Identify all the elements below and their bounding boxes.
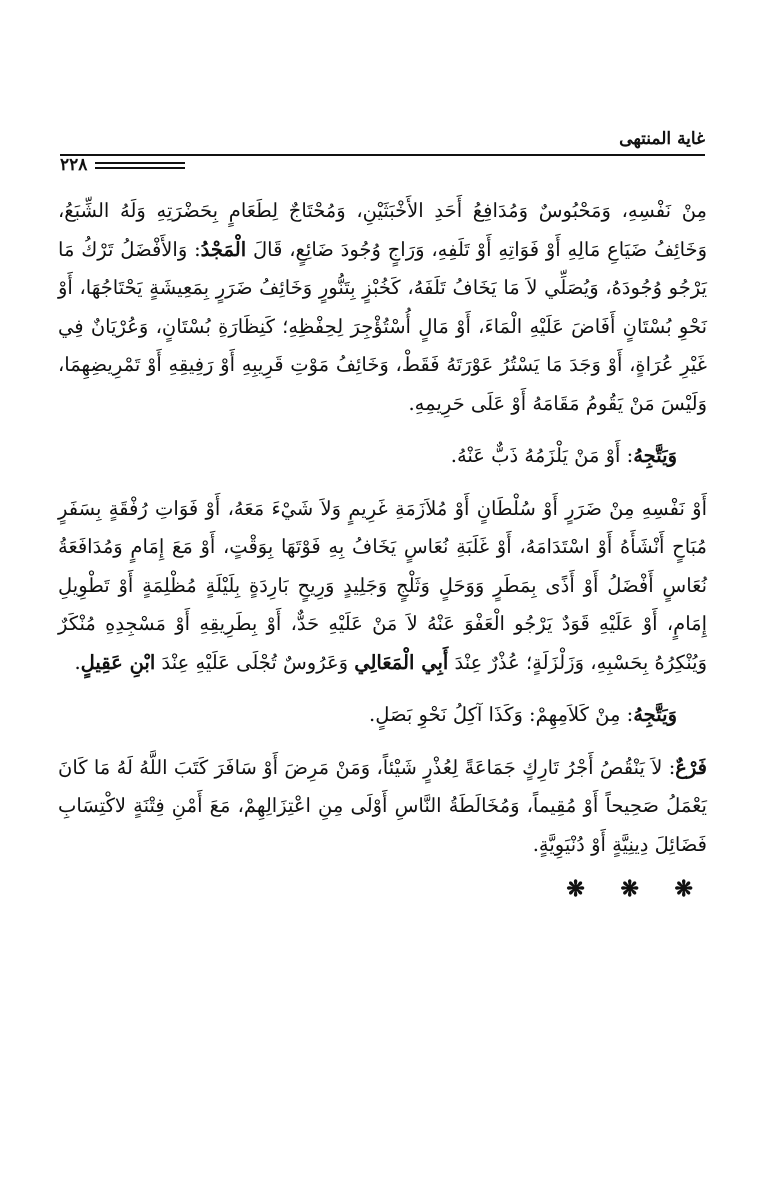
paragraph-4 (58, 696, 707, 735)
paragraph-1 (58, 192, 707, 423)
paragraph-gap (58, 423, 707, 437)
paragraph-5 (58, 749, 707, 865)
paragraph-2-rest: : أَوْ مَنْ يَلْزَمُهُ ذَبٌّ عَنْهُ. (450, 444, 634, 467)
scholar-name-abu-al-maali: أَبِي الْمَعَالِي (354, 650, 449, 674)
running-title: غاية المنتهى (619, 129, 705, 149)
scholar-name-majd: الْمَجْدُ (200, 237, 247, 261)
page-number: ٢٢٨ (60, 155, 88, 175)
page-header (60, 128, 705, 175)
paragraph-gap (58, 682, 707, 696)
paragraph-2 (58, 437, 707, 476)
paragraph-1-rest: : وَالأَفْضَلُ تَرْكُ مَا يَرْجُو وُجُودَهُ، وَيُصَلِّي لاَ مَا يَخَافُ تَلَفَهُ، كَخُبْزٍ بِتَنُّورٍ وَخَائِفُ ضَرَرٍ بِمَعِيشَةٍ يَحْتَاجُهَا، أَوْ نَحْوِ بُسْتَانٍ أَفَاضَ عَلَيْهِ الْمَاءَ، أَوْ مَالٍ أُسْتُؤْجِرَ لِحِفْظِهِ؛ كَنِظَارَةِ بُسْتَانٍ، وَعُرْيَانٌ فِي غَيْرِ عُرَاةٍ، أَوْ وَجَدَ مَا يَسْتُرُ عَوْرَتَهُ فَقَطْ، وَخَائِفُ مَوْتِ قَرِيبِهِ أَوْ رَفِيقِهِ أَوْ تَمْرِيضِهِمَا، وَلَيْسَ مَنْ يَقُومُ مَقَامَهُ أَوْ عَلَى حَرِيمِهِ. (58, 237, 707, 415)
paragraph-3-end: . (74, 650, 81, 674)
paragraph-1-text: مِنْ نَفْسِهِ، وَمَحْبُوسٌ وَمُدَافِعُ أَحَدِ الأَخْبَثَيْنِ، وَمُحْتَاجٌ لِطَعَامٍ بِحَضْرَتِهِ وَلَهُ الشِّبَعُ، وَخَائِفُ ضَيَاعِ مَالِهِ أَوْ فَوَاتِهِ أَوْ تَلَفِهِ، وَرَاجٍ وُجُودَ ضَائِعٍ، (58, 199, 708, 261)
page-number-row (60, 156, 185, 174)
paragraph-4-rest: : مِنْ كَلاَمِهِمْ: وَكَذَا آكِلُ نَحْوِ بَصَلٍ. (369, 703, 634, 726)
paragraph-3 (58, 490, 707, 683)
paragraph-gap (58, 735, 707, 749)
yattajih-lead: وَيَتَّجِهُ (633, 703, 677, 726)
rule-line (95, 167, 185, 169)
section-end-stars: ❋ ❋ ❋ (566, 876, 707, 902)
paragraph-3-text: أَوْ نَفْسِهِ مِنْ ضَرَرٍ أَوْ سُلْطَانٍ أَوْ مُلاَزَمَةِ غَرِيمٍ وَلاَ شَيْءَ مَعَهُ، أَوْ فَوَاتِ رُفْقَةٍ بِسَفَرٍ مُبَاحٍ أَنْشَأَهُ أَوْ اسْتَدَامَهُ، أَوْ غَلَبَةِ نُعَاسٍ يَخَافُ بِهِ فَوْتَهَا بِوَقْتٍ، أَوْ مَعَ إِمَامٍ وَمُدَافَعَةُ نُعَاسٍ أَفْضَلُ أَوْ أَذًى بِمَطَرٍ وَوَحَلٍ وَثَلْجٍ وَجَلِيدٍ وَرِيحٍ بَارِدَةٍ بِلَيْلَةٍ مُظْلِمَةٍ أَوْ تَطْوِيلِ إِمَامٍ، أَوْ عَلَيْهِ قَوَدٌ يَرْجُو الْعَفْوَ عَنْهُ لاَ مَنْ عَلَيْهِ حَدٌّ، أَوْ بِطَرِيقِهِ أَوْ مَسْجِدِهِ مُنْكَرٌ وَيُنْكِرُهُ بِحَسْبِهِ، وَزَلْزَلَةٍ؛ عُذْرٌ عِنْدَ (58, 496, 707, 674)
yattajih-lead: وَيَتَّجِهُ (633, 444, 677, 467)
rule-line (95, 162, 185, 164)
body-text (58, 192, 707, 909)
paragraph-1-said: قَالَ (252, 237, 283, 261)
paragraph-5-rest: : لاَ يَنْقُصُ أَجْرُ تَارِكٍ جَمَاعَةً لِعُذْرٍ شَيْئاً، وَمَنْ مَرِضَ أَوْ سَافَرَ كَتَبَ اللَّهُ لَهُ مَا كَانَ يَعْمَلُ صَحِيحاً أَوْ مُقِيماً، وَمُخَالَطَةُ النَّاسِ أَوْلَى مِنِ اعْتِزَالِهِمْ، مَعَ أَمْنِ فِتْنَةٍ لاكْتِسَابِ فَضَائِلَ دِينِيَّةٍ أَوْ دُنْيَوِيَّةٍ. (58, 755, 707, 856)
paragraph-gap (58, 476, 707, 490)
paragraph-3-mid: وَعَرُوسٌ تُجْلَى عَلَيْهِ عِنْدَ (161, 650, 349, 674)
far-lead: فَرْعٌ (675, 755, 707, 779)
page-number-rule (95, 162, 185, 169)
scholar-name-ibn-aqil: ابْنِ عَقِيلٍ (80, 650, 156, 674)
